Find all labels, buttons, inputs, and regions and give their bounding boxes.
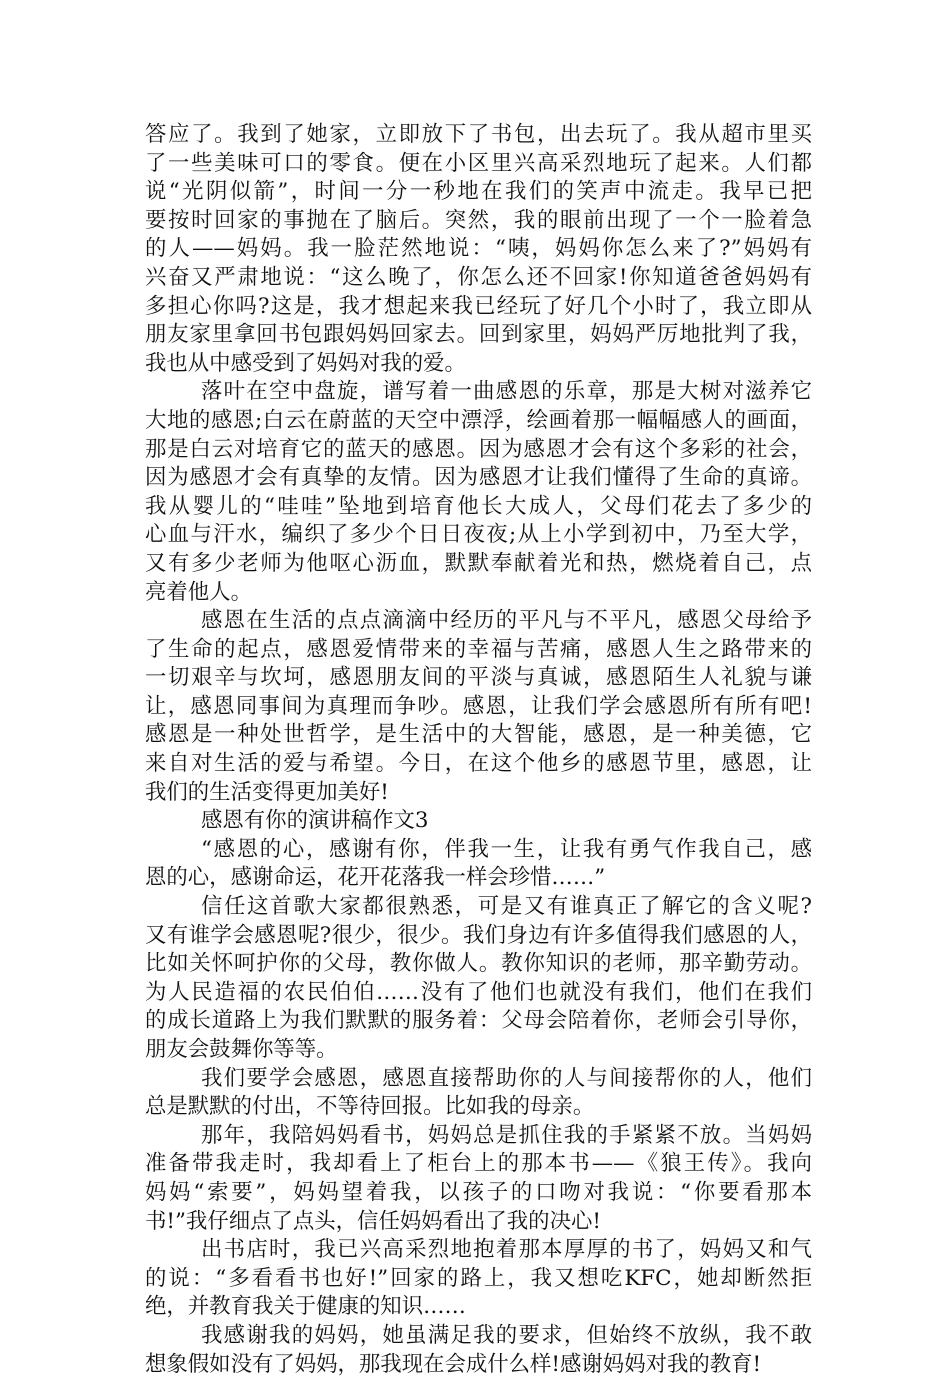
text-line: 总是默默的付出，不等待回报。比如我的母亲。 — [145, 1094, 595, 1120]
text-line: 答应了。我到了她家，立即放下了书包，出去玩了。我从超市里买 — [145, 122, 812, 147]
text-line: 多担心你吗?这是，我才想起来我已经玩了好几个小时了，我立即从 — [145, 293, 812, 319]
text-line: 的成长道路上为我们默默的服务着：父母会陪着你，老师会引导你， — [145, 1008, 812, 1034]
text-line: 书!”我仔细点了点头，信任妈妈看出了我的决心! — [145, 1208, 601, 1234]
text-line: 要按时回家的事抛在了脑后。突然，我的眼前出现了一个一脸着急 — [145, 207, 812, 233]
text-line: “感恩的心，感谢有你，伴我一生，让我有勇气作我自己，感 — [201, 836, 812, 862]
text-line: 让，感恩同事间为真理而争吵。感恩，让我们学会感恩所有所有吧! — [145, 693, 812, 719]
text-line: 说“光阴似箭”，时间一分一秒地在我们的笑声中流走。我早已把 — [145, 179, 812, 205]
text-line: 来自对生活的爱与希望。今日，在这个他乡的感恩节里，感恩，让 — [145, 751, 812, 777]
text-line: 一切艰辛与坎坷，感恩朋友间的平淡与真诚，感恩陌生人礼貌与谦 — [145, 665, 812, 691]
text-line: 了生命的起点，感恩爱情带来的幸福与苦痛，感恩人生之路带来的 — [145, 636, 812, 662]
text-line: 我们的生活变得更加美好! — [145, 779, 389, 805]
text-line: 我从婴儿的“哇哇”坠地到培育他长大成人，父母们花去了多少的 — [145, 493, 812, 519]
text-line: 朋友会鼓舞你等等。 — [145, 1037, 338, 1062]
text-line: 兴奋又严肃地说：“这么晚了，你怎么还不回家!你知道爸爸妈妈有 — [145, 264, 812, 290]
text-line: 我感谢我的妈妈，她虽满足我的要求，但始终不放纵，我不敢 — [201, 1322, 812, 1348]
text-line: 那是白云对培育它的蓝天的感恩。因为感恩才会有这个多彩的社会， — [145, 436, 812, 462]
text-line: 恩的心，感谢命运，花开花落我一样会珍惜……” — [145, 865, 606, 891]
text-line: 的说：“多看看书也好!”回家的路上，我又想吃KFC，她却断然拒 — [145, 1265, 812, 1291]
text-line: 感恩在生活的点点滴滴中经历的平凡与不平凡，感恩父母给予 — [201, 608, 812, 634]
text-line: 又有多少老师为他呕心沥血，默默奉献着光和热，燃烧着自己，点 — [145, 550, 812, 576]
text-line: 那年，我陪妈妈看书，妈妈总是抓住我的手紧紧不放。当妈妈 — [201, 1122, 812, 1148]
text-line: 亮着他人。 — [145, 579, 252, 605]
text-line: 我也从中感受到了妈妈对我的爱。 — [145, 350, 466, 376]
text-line: 心血与汗水，编织了多少个日日夜夜;从上小学到初中，乃至大学， — [145, 522, 812, 548]
text-line: 了一些美味可口的零食。便在小区里兴高采烈地玩了起来。人们都 — [145, 150, 812, 176]
text-line: 比如关怀呵护你的父母，教你做人。教你知识的老师，那辛勤劳动。 — [145, 951, 812, 977]
document-body — [145, 121, 812, 1379]
text-line: 想象假如没有了妈妈，那我现在会成什么样!感谢妈妈对我的教育! — [145, 1351, 762, 1377]
text-line: 出书店时，我已兴高采烈地抱着那本厚厚的书了，妈妈又和气 — [201, 1237, 812, 1263]
text-line: 为人民造福的农民伯伯……没有了他们也就没有我们，他们在我们 — [145, 979, 812, 1005]
text-line: 又有谁学会感恩呢?很少，很少。我们身边有许多值得我们感恩的人， — [145, 922, 812, 948]
text-line: 的人——妈妈。我一脸茫然地说：“咦，妈妈你怎么来了?”妈妈有 — [145, 236, 812, 262]
text-line: 我们要学会感恩，感恩直接帮助你的人与间接帮你的人，他们 — [201, 1065, 812, 1091]
text-line: 准备带我走时，我却看上了柜台上的那本书——《狼王传》。我向 — [145, 1151, 812, 1177]
text-line: 妈妈“索要”，妈妈望着我，以孩子的口吻对我说：“你要看那本 — [145, 1179, 812, 1205]
text-line: 大地的感恩;白云在蔚蓝的天空中漂浮，绘画着那一幅幅感人的画面， — [145, 407, 812, 433]
text-line: 朋友家里拿回书包跟妈妈回家去。回到家里，妈妈严厉地批判了我， — [145, 322, 812, 348]
text-line: 落叶在空中盘旋，谱写着一曲感恩的乐章，那是大树对滋养它 — [201, 379, 812, 405]
text-line: 绝，并教育我关于健康的知识…… — [145, 1294, 466, 1320]
text-line: 感恩是一种处世哲学，是生活中的大智能，感恩，是一种美德，它 — [145, 722, 812, 748]
text-line: 因为感恩才会有真挚的友情。因为感恩才让我们懂得了生命的真谛。 — [145, 465, 812, 491]
text-line: 感恩有你的演讲稿作文3 — [201, 808, 429, 834]
text-line: 信任这首歌大家都很熟悉，可是又有谁真正了解它的含义呢? — [201, 894, 812, 920]
